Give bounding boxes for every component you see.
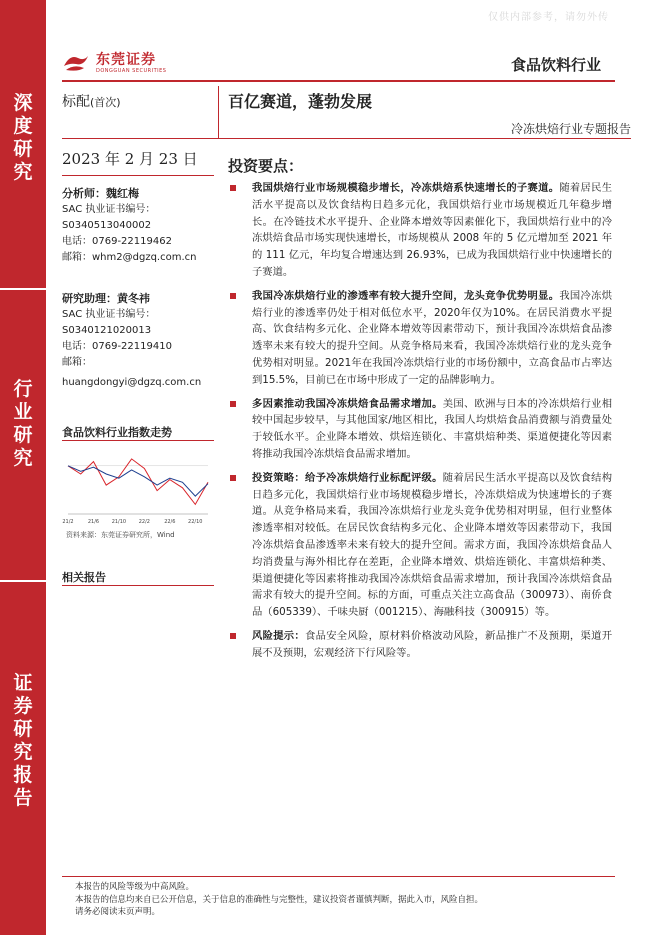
- footer-line: 本报告的风险等级为中高风险。: [75, 882, 195, 892]
- point-lead: 我国烘焙行业市场规模稳步增长，冷冻烘焙系快速增长的子赛道。: [252, 182, 560, 194]
- point-body: 食品安全风险，原材料价格波动风险，新品推广不及预期，渠道开展不及预期，宏观经济下行风险等。: [252, 629, 613, 659]
- company-logo: [62, 52, 166, 74]
- analyst-info: [62, 186, 196, 266]
- index-trend-chart: [62, 444, 214, 528]
- rating-value: 标配: [62, 94, 90, 110]
- square-bullet-icon: [230, 185, 236, 191]
- point-item: [228, 628, 612, 662]
- point-body: 随着居民生活水平提高以及饮食结构日趋多元化，我国烘焙行业市场规模近几年稳步增长。在冷链技术水平提升、企业降本增效等因素催化下，我国烘焙行业中的冷冻烘焙食品市场实现快速增长，市场规模从 2008 年的 5 亿元增加至 2021 年的 111 亿元，年均复合增速达到 26.93%，已成为我国烘焙行业中快速增长的子赛道。: [252, 182, 613, 278]
- sidebar-divider: [0, 288, 46, 290]
- investment-points: [228, 180, 612, 669]
- sidebar-char: 报: [13, 764, 33, 786]
- sidebar-char: 业: [13, 401, 33, 423]
- square-bullet-icon: [230, 475, 236, 481]
- industry-label: 食品饮料行业: [510, 56, 601, 74]
- sidebar-section-industry-research: [0, 378, 46, 470]
- date-rule: [62, 175, 214, 176]
- square-bullet-icon: [230, 401, 236, 407]
- sidebar-char: 研: [13, 718, 33, 740]
- chart-title: 食品饮料行业指数走势: [62, 426, 172, 439]
- subtitle-rule: [62, 138, 631, 139]
- point-item: [228, 396, 612, 463]
- assistant-cert: S0340121020013: [62, 325, 152, 336]
- sidebar-char: 度: [13, 115, 33, 137]
- sidebar-char: 告: [13, 787, 33, 809]
- rating: [62, 91, 121, 111]
- sidebar-section-securities-report: [0, 672, 46, 810]
- square-bullet-icon: [230, 633, 236, 639]
- footer-line: 本报告的信息均来自已公开信息，关于信息的准确性与完整性，建议投资者谨慎判断，据此入市，风险自担。: [75, 894, 484, 905]
- square-bullet-icon: [230, 293, 236, 299]
- point-body: 随着居民生活水平提高以及饮食结构日趋多元化，我国烘焙行业市场规模稳步增长，冷冻烘焙成为快速增长的子赛道。从竞争格局来看，我国冷冻烘焙行业龙头竞争优势相对明显，但行业整体渗透率相对较低。在居民饮食结构多元化、企业降本增效等因素带动下，我国冷冻烘焙食品渗透率未来有较大的提升空间。需求方面，我国冷冻烘焙食品人均消费量与海外相比存在差距，企业降本增效、烘焙连锁化、丰富烘焙种类、渠道便捷化等因素将推动我国冷冻烘焙食品需求增加，预计我国冷冻烘焙食品需求有较大的提升空间。标的方面，可重点关注立高食品（300973）、南侨食品（605339）、千味央厨（001215）、海融科技（300915）等。: [252, 471, 613, 619]
- point-body: 美国、欧洲与日本的冷冻烘焙行业相较中国起步较早，与其他国家/地区相比，我国人均烘焙食品消费额与消费量处于较低水平。企业降本增效、烘焙连锁化、丰富烘焙种类、渠道便捷化等因素将推动我国冷冻烘焙食品需求增加。: [252, 397, 613, 460]
- sidebar-divider: [0, 580, 46, 582]
- chart-rule: [62, 440, 214, 441]
- assistant-email[interactable]: huangdongyi@dgzq.com.cn: [62, 377, 202, 388]
- header-rule: [62, 80, 615, 82]
- report-subtitle: 冷冻烘焙行业专题报告: [510, 122, 631, 136]
- chart-tick-label: 21/10: [111, 519, 127, 525]
- header-vertical-rule: [218, 86, 219, 138]
- point-lead: 多因素推动我国冷冻烘焙食品需求增加。: [252, 397, 443, 410]
- chart-tick-label: 22/2: [138, 519, 150, 525]
- logo-mark-icon: [62, 52, 90, 74]
- sidebar-section-deep-research: [0, 92, 46, 184]
- analyst-email[interactable]: 邮箱：whm2@dgzq.com.cn: [62, 252, 197, 263]
- report-headline: 百亿赛道，蓬勃发展: [228, 92, 373, 111]
- footer-disclaimer: [75, 881, 483, 919]
- assistant-cert-label: SAC 执业证书编号：: [62, 309, 156, 320]
- point-lead: 风险提示：: [252, 629, 305, 642]
- analyst-phone: 电话：0769-22119462: [62, 236, 172, 247]
- point-item: [228, 288, 612, 389]
- point-item: [228, 470, 612, 621]
- footer-line: 请务必阅读末页声明。: [75, 907, 161, 917]
- point-item: [228, 180, 612, 281]
- sidebar-char: 究: [13, 741, 33, 763]
- chart-tick-label: 22/10: [188, 519, 203, 525]
- chart-source: 资料来源：东莞证券研究所，Wind: [66, 531, 175, 539]
- analyst-cert: S0340513040002: [62, 220, 152, 231]
- rating-note: (首次): [90, 96, 121, 109]
- related-reports-heading: 相关报告: [62, 571, 106, 584]
- sidebar-char: 研: [13, 138, 33, 160]
- sidebar-char: 究: [13, 447, 33, 469]
- analyst-cert-label: SAC 执业证书编号：: [62, 204, 156, 215]
- chart-tick-label: 21/2: [62, 519, 74, 525]
- point-body: 我国冷冻烘焙行业的渗透率仍处于相对低位水平，2020年仅为10%。在居民消费水平提高、饮食结构多元化、企业降本增效等因素带动下，预计我国冷冻烘焙食品渗透率未来有较大的提升空间。从竞争格局来看，我国冷冻烘焙行业的龙头竞争优势相对明显。2021年在我国冷冻烘焙行业的市场份额中，立高食品市占率达到15.5%，目前已在市场中形成了一定的品牌影响力。: [252, 289, 613, 386]
- assistant-name: 研究助理：黄冬祎: [62, 292, 150, 305]
- watermark: 仅供内部参考，请勿外传: [488, 12, 609, 23]
- logo-name-en: DONGGUAN SECURITIES: [96, 67, 167, 74]
- sidebar-char: 究: [13, 161, 33, 183]
- chart-tick-label: 21/6: [87, 519, 100, 525]
- point-lead: 投资策略：给予冷冻烘焙行业标配评级。: [252, 471, 443, 484]
- chart-series-line-2: [68, 466, 208, 496]
- assistant-info: [62, 291, 201, 391]
- analyst-name: 分析师：魏红梅: [62, 187, 139, 200]
- footer-rule: [62, 876, 615, 877]
- related-rule: [62, 585, 214, 586]
- investment-points-title: 投资要点：: [228, 157, 304, 175]
- sidebar-char: 深: [13, 92, 33, 114]
- assistant-email-label: 邮箱：: [62, 357, 92, 368]
- assistant-phone: 电话：0769-22119410: [62, 341, 172, 352]
- report-date: 2023 年 2 月 23 日: [62, 150, 198, 168]
- sidebar-char: 证: [13, 672, 33, 694]
- logo-name-cn: 东莞证券: [96, 51, 156, 68]
- sidebar-char: 研: [13, 424, 33, 446]
- sidebar-char: 券: [13, 695, 33, 717]
- sidebar-char: 行: [13, 378, 33, 400]
- chart-tick-label: 22/6: [164, 519, 176, 525]
- point-lead: 我国冷冻烘焙行业的渗透率有较大提升空间，龙头竞争优势明显。: [252, 289, 560, 302]
